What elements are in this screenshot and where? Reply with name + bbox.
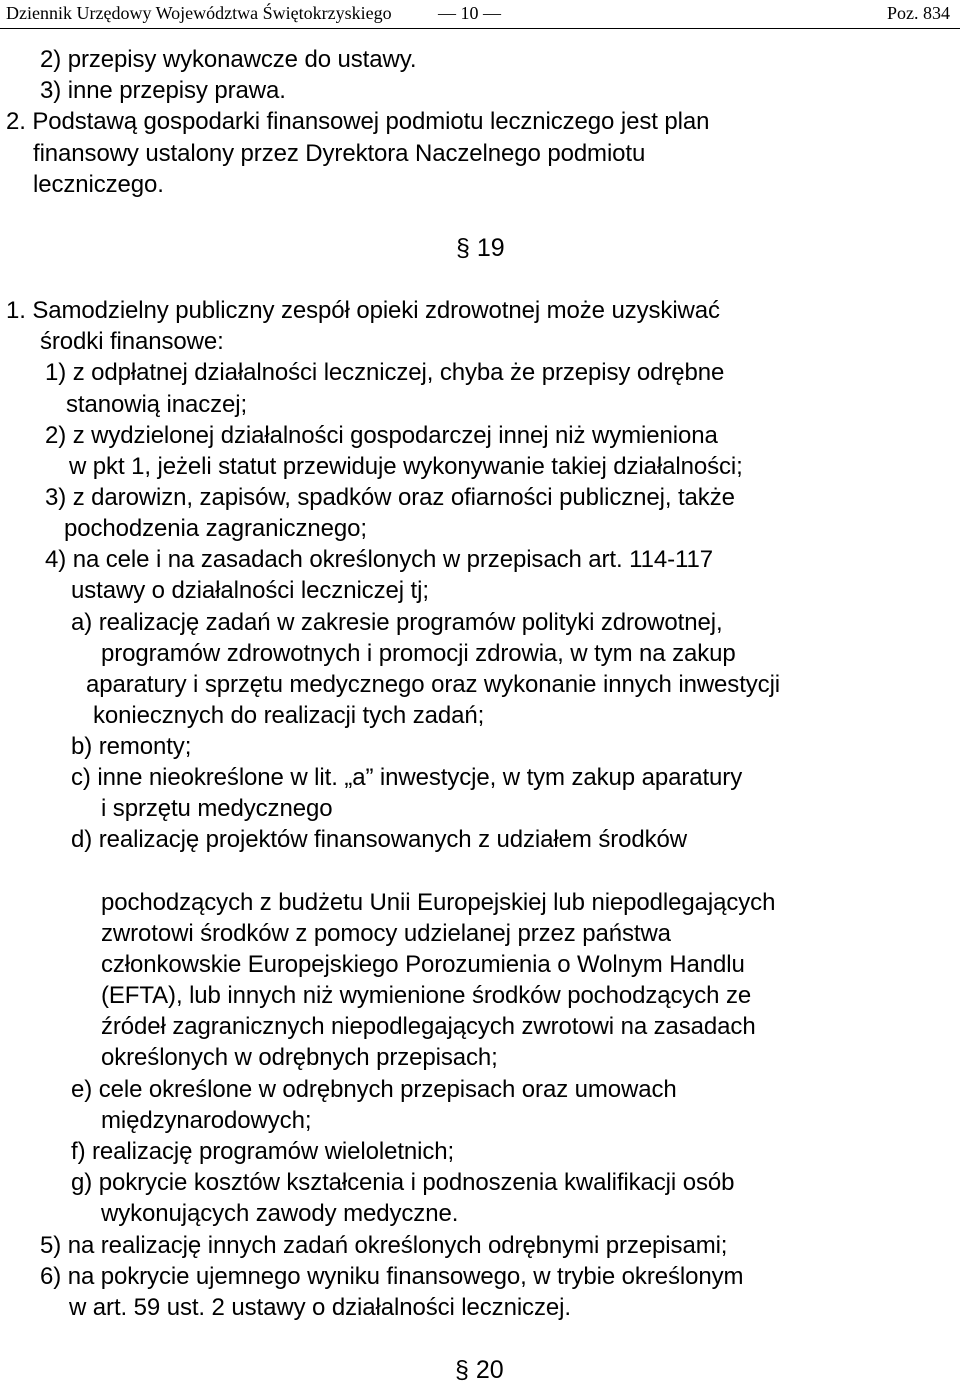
list-item: 5) na realizację innych zadań określonych odrębnymi przepisami; bbox=[40, 1232, 728, 1259]
list-item: 3) inne przepisy prawa. bbox=[40, 77, 286, 104]
text-line: leczniczego. bbox=[33, 171, 164, 198]
list-item: c) inne nieokreślone w lit. „a” inwestycje, w tym zakup aparatury bbox=[71, 764, 743, 791]
list-item: b) remonty; bbox=[71, 733, 192, 760]
text-line: koniecznych do realizacji tych zadań; bbox=[93, 702, 485, 729]
position-number: Poz. 834 bbox=[887, 3, 950, 23]
list-item: e) cele określone w odrębnych przepisach oraz umowach bbox=[71, 1076, 677, 1103]
text-line: członkowskie Europejskiego Porozumienia o Wolnym Handlu bbox=[101, 951, 745, 978]
text-line: programów zdrowotnych i promocji zdrowia, w tym na zakup bbox=[101, 640, 736, 667]
text-line: stanowią inaczej; bbox=[66, 391, 248, 418]
list-item: 1) z odpłatnej działalności leczniczej, chyba że przepisy odrębne bbox=[45, 359, 725, 386]
list-item: a) realizację zadań w zakresie programów polityki zdrowotnej, bbox=[71, 609, 723, 636]
list-item: 2. Podstawą gospodarki finansowej podmiotu leczniczego jest plan bbox=[6, 108, 710, 135]
text-line: wykonujących zawody medyczne. bbox=[101, 1200, 459, 1227]
text-line: źródeł zagranicznych niepodlegających zwrotowi na zasadach bbox=[101, 1013, 756, 1040]
list-item: d) realizację projektów finansowanych z udziałem środków bbox=[71, 826, 688, 853]
text-line: międzynarodowych; bbox=[101, 1107, 312, 1134]
text-line: (EFTA), lub innych niż wymienione środków pochodzących ze bbox=[101, 982, 752, 1009]
list-item: g) pokrycie kosztów kształcenia i podnoszenia kwalifikacji osób bbox=[71, 1169, 735, 1196]
text-line: w art. 59 ust. 2 ustawy o działalności leczniczej. bbox=[69, 1294, 571, 1321]
list-item: 1. Samodzielny publiczny zespół opieki zdrowotnej może uzyskiwać bbox=[6, 297, 720, 324]
page-number: — 10 — bbox=[438, 3, 501, 23]
list-item: f) realizację programów wieloletnich; bbox=[71, 1138, 455, 1165]
list-item: 4) na cele i na zasadach określonych w przepisach art. 114-117 bbox=[45, 546, 713, 573]
text-line: środki finansowe: bbox=[40, 328, 224, 355]
text-line: pochodzenia zagranicznego; bbox=[64, 515, 367, 542]
text-line: finansowy ustalony przez Dyrektora Naczelnego podmiotu bbox=[33, 140, 646, 167]
text-line: pochodzących z budżetu Unii Europejskiej lub niepodlegających bbox=[101, 889, 776, 916]
text-line: ustawy o działalności leczniczej tj; bbox=[71, 577, 429, 604]
page-header bbox=[0, 0, 960, 30]
paragraph-heading: § 20 bbox=[455, 1356, 504, 1384]
text-line: aparatury i sprzętu medycznego oraz wykonanie innych inwestycji bbox=[86, 671, 781, 698]
text-line: w pkt 1, jeżeli statut przewiduje wykonywanie takiej działalności; bbox=[69, 453, 743, 480]
list-item: 2) przepisy wykonawcze do ustawy. bbox=[40, 46, 417, 73]
text-line: określonych w odrębnych przepisach; bbox=[101, 1044, 498, 1071]
header-rule bbox=[0, 28, 960, 29]
list-item: 3) z darowizn, zapisów, spadków oraz ofiarności publicznej, także bbox=[45, 484, 735, 511]
paragraph-heading: § 19 bbox=[456, 234, 505, 262]
text-line: i sprzętu medycznego bbox=[101, 795, 333, 822]
list-item: 2) z wydzielonej działalności gospodarczej innej niż wymieniona bbox=[45, 422, 718, 449]
list-item: 6) na pokrycie ujemnego wyniku finansowego, w trybie określonym bbox=[40, 1263, 744, 1290]
text-line: zwrotowi środków z pomocy udzielanej przez państwa bbox=[101, 920, 671, 947]
journal-title: Dziennik Urzędowy Województwa Świętokrzyskiego bbox=[6, 3, 392, 23]
